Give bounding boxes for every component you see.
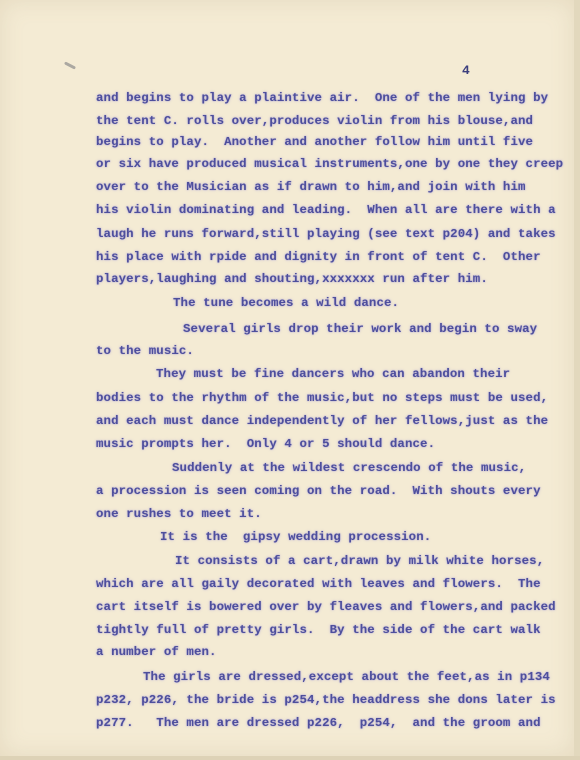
text-line: laugh he runs forward,still playing (see text p204) and takes <box>96 227 556 241</box>
text-line: The tune becomes a wild dance. <box>173 296 400 310</box>
text-line: It consists of a cart,drawn by milk white horses, <box>175 554 545 568</box>
text-line: one rushes to meet it. <box>96 507 262 521</box>
text-line: They must be fine dancers who can abandon their <box>156 367 511 381</box>
text-line: over to the Musician as if drawn to him,and join with him <box>96 180 526 194</box>
text-line: p232, p226, the bride is p254,the headdress she dons later is <box>96 693 556 707</box>
pencil-mark <box>64 61 76 69</box>
text-line: which are all gaily decorated with leaves and flowers. The <box>96 577 541 591</box>
text-line: or six have produced musical instruments,one by one they creep <box>96 157 564 171</box>
paper-edge-right <box>574 0 580 760</box>
text-line: Suddenly at the wildest crescendo of the music, <box>172 461 527 475</box>
text-line: music prompts her. Only 4 or 5 should dance. <box>96 437 436 451</box>
paper-edge-bottom <box>0 756 580 760</box>
text-line: tightly full of pretty girls. By the side of the cart walk <box>96 623 541 637</box>
text-line: to the music. <box>96 344 194 358</box>
text-line: a procession is seen coming on the road. With shouts every <box>96 484 541 498</box>
text-line: and each must dance independently of her fellows,just as the <box>96 414 549 428</box>
text-line: begins to play. Another and another follow him until five <box>96 135 534 149</box>
page-number: 4 <box>462 63 470 78</box>
text-line: his place with rpide and dignity in front of tent C. Other <box>96 250 541 264</box>
text-line: The girls are dressed,except about the feet,as in p134 <box>143 670 550 684</box>
text-line: bodies to the rhythm of the music,but no steps must be used, <box>96 391 549 405</box>
text-line: his violin dominating and leading. When all are there with a <box>96 203 556 217</box>
text-line: p277. The men are dressed p226, p254, and the groom and <box>96 716 541 730</box>
text-line: and begins to play a plaintive air. One of the men lying by <box>96 91 549 105</box>
text-line: It is the gipsy wedding procession. <box>160 530 432 544</box>
text-line: a number of men. <box>96 645 217 659</box>
text-line: Several girls drop their work and begin to sway <box>183 322 538 336</box>
text-line: cart itself is bowered over by fleaves and flowers,and packed <box>96 600 556 614</box>
text-line: players,laughing and shouting,xxxxxxx run after him. <box>96 272 488 286</box>
text-line: the tent C. rolls over,produces violin from his blouse,and <box>96 114 534 128</box>
